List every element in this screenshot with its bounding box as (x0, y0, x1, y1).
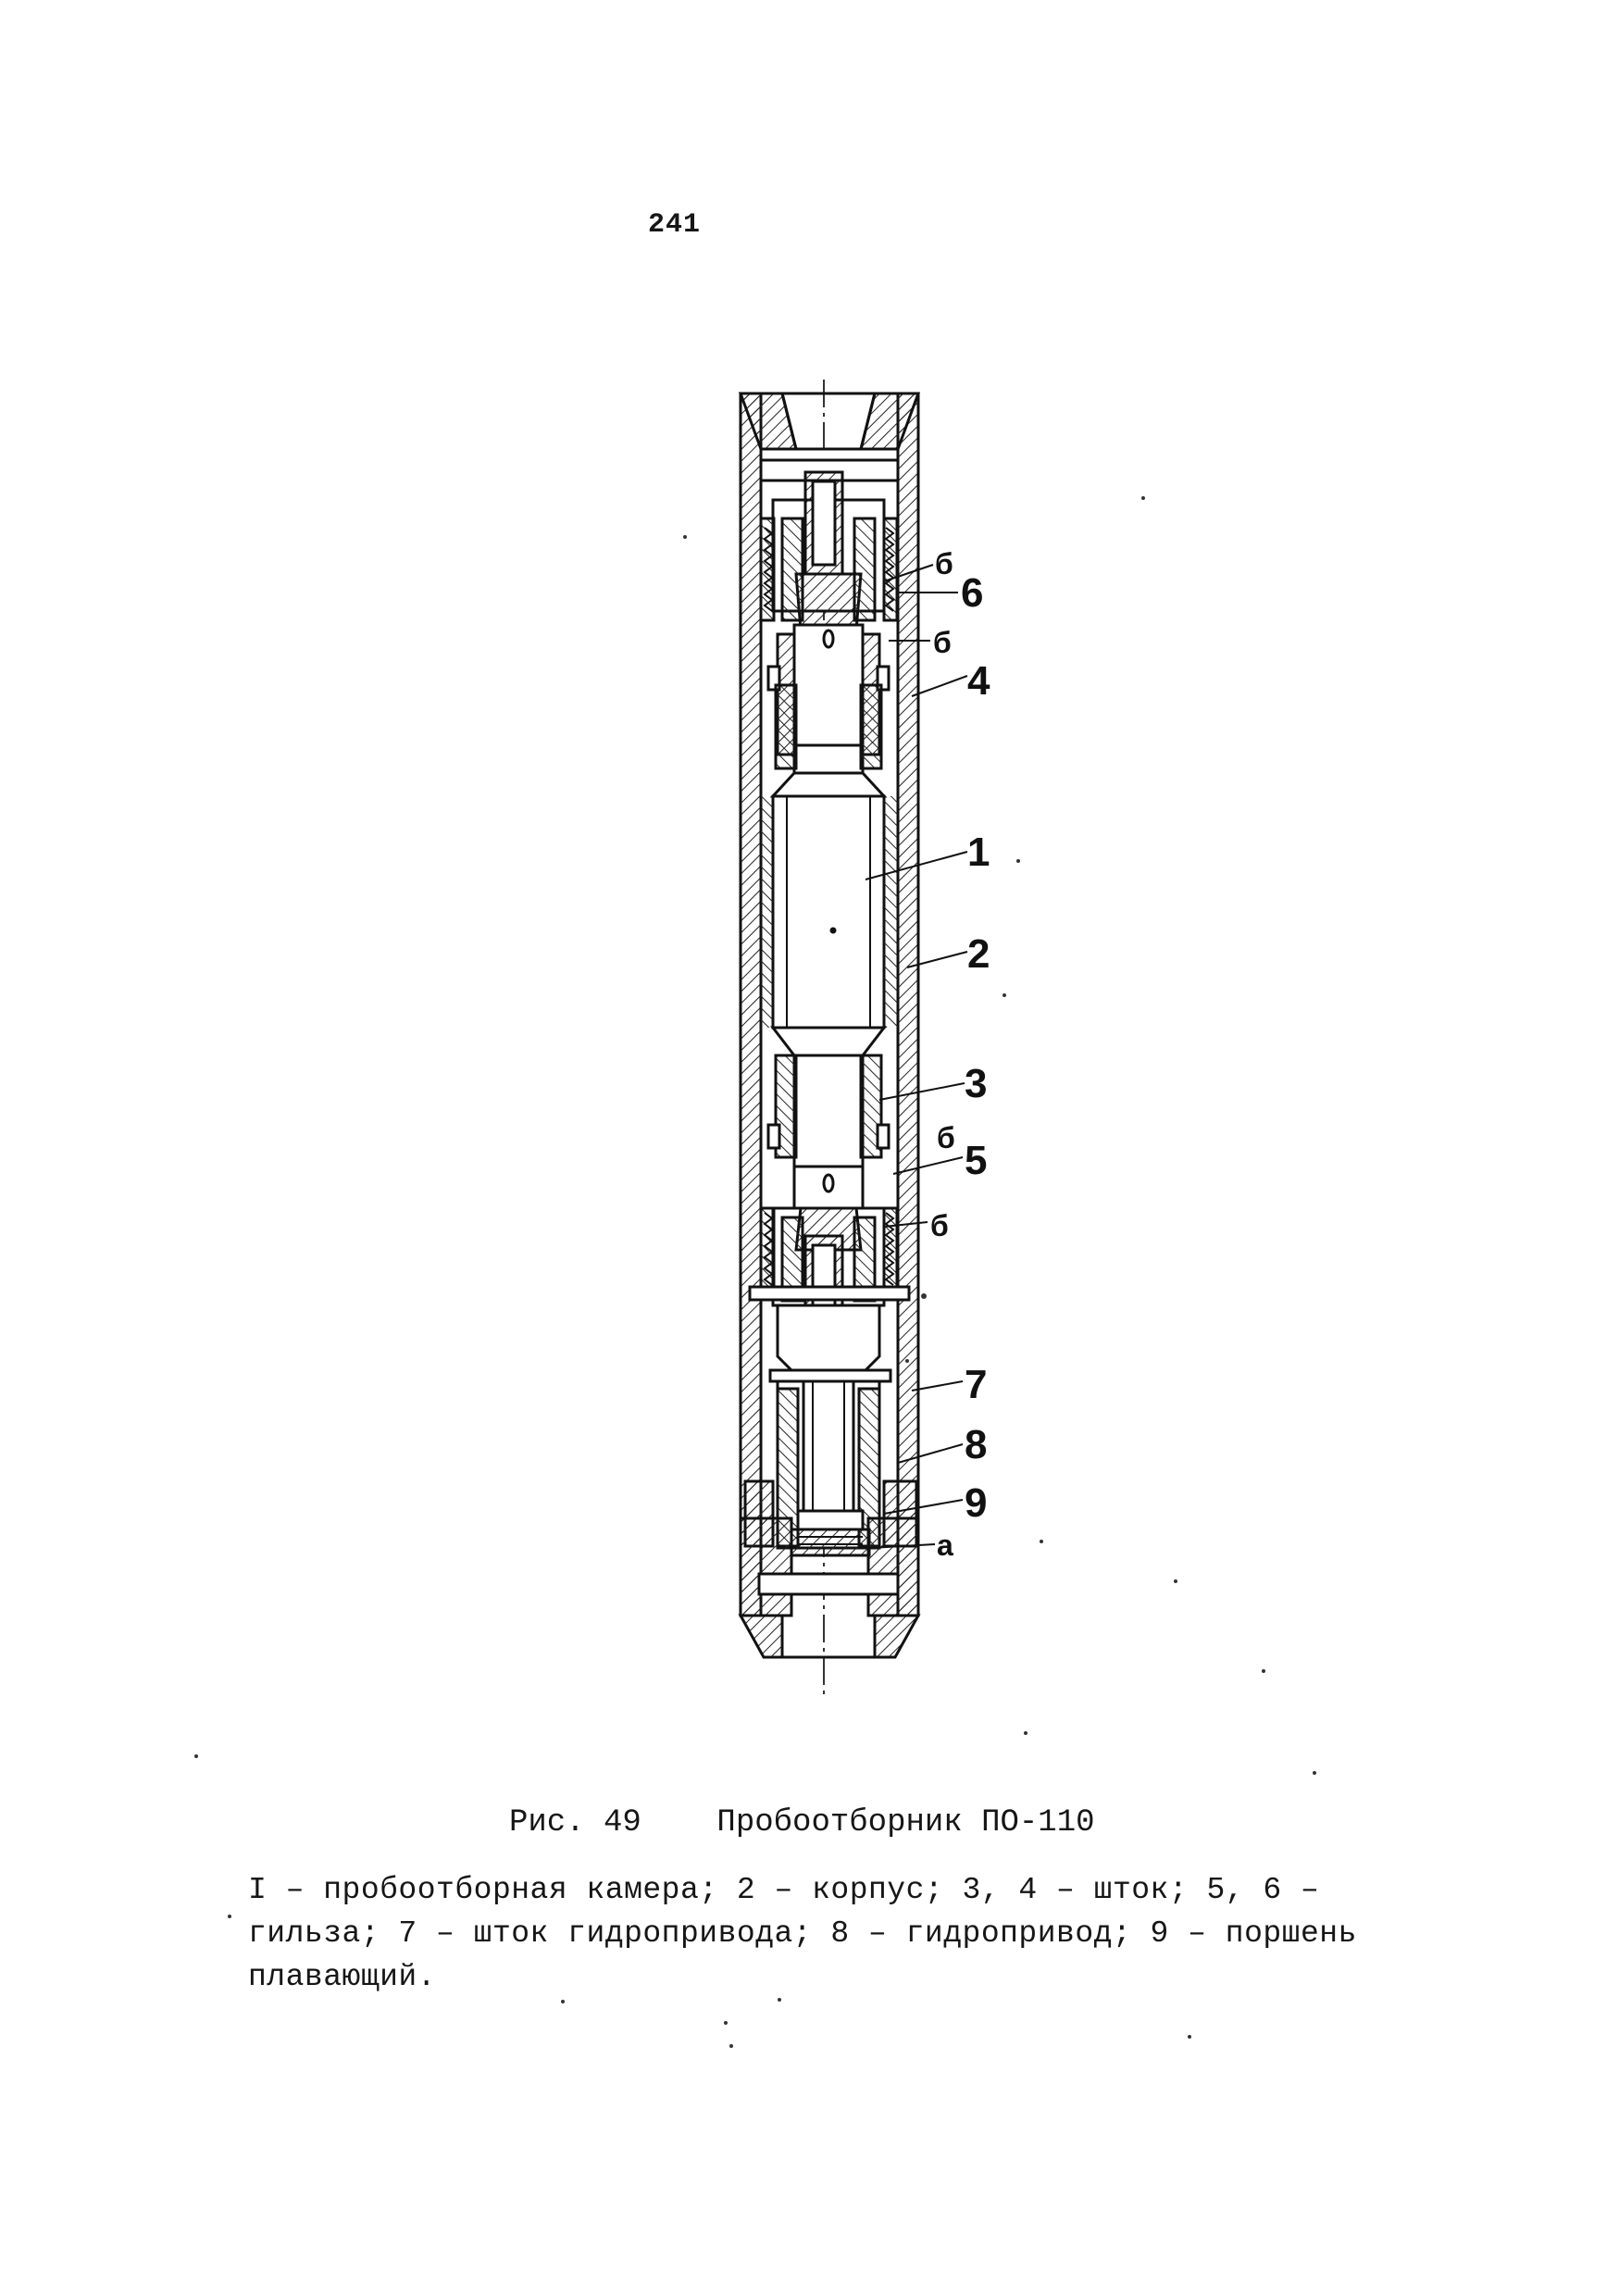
callout-label: 6 (961, 570, 984, 616)
callout-label: 2 (967, 931, 990, 977)
callout-label: б (935, 547, 953, 580)
callout-label: 3 (965, 1061, 988, 1106)
callout-label: а (937, 1529, 953, 1562)
callout-label: 9 (965, 1480, 988, 1526)
callout-label: 7 (965, 1362, 988, 1407)
upper-stem (768, 625, 889, 796)
floating-piston (791, 1511, 869, 1555)
figure-legend: I – пробоотборная камера; 2 – корпус; 3, 4 – шток; 5, 6 – гильза; 7 – шток гидропривода; 8 – гидропривод; 9 – поршень плавающий. (248, 1873, 1357, 1994)
top-inlet (741, 393, 918, 480)
callout-labels (930, 547, 990, 1562)
lower-stem (768, 1028, 889, 1208)
figure-caption: Рис. 49 Пробоотборник ПО-110 (509, 1805, 1095, 1841)
callout-label: 5 (965, 1138, 988, 1183)
callout-label: б (933, 626, 952, 659)
callout-label: 8 (965, 1422, 988, 1467)
callout-label: 4 (967, 658, 990, 704)
sampling-chamber (761, 796, 898, 1028)
page-number: 241 (648, 209, 702, 241)
callout-label: б (930, 1209, 949, 1242)
callout-label: 1 (967, 830, 990, 875)
upper-valve (761, 472, 897, 630)
callout-label: б (937, 1121, 955, 1154)
lower-valve (750, 1208, 909, 1319)
